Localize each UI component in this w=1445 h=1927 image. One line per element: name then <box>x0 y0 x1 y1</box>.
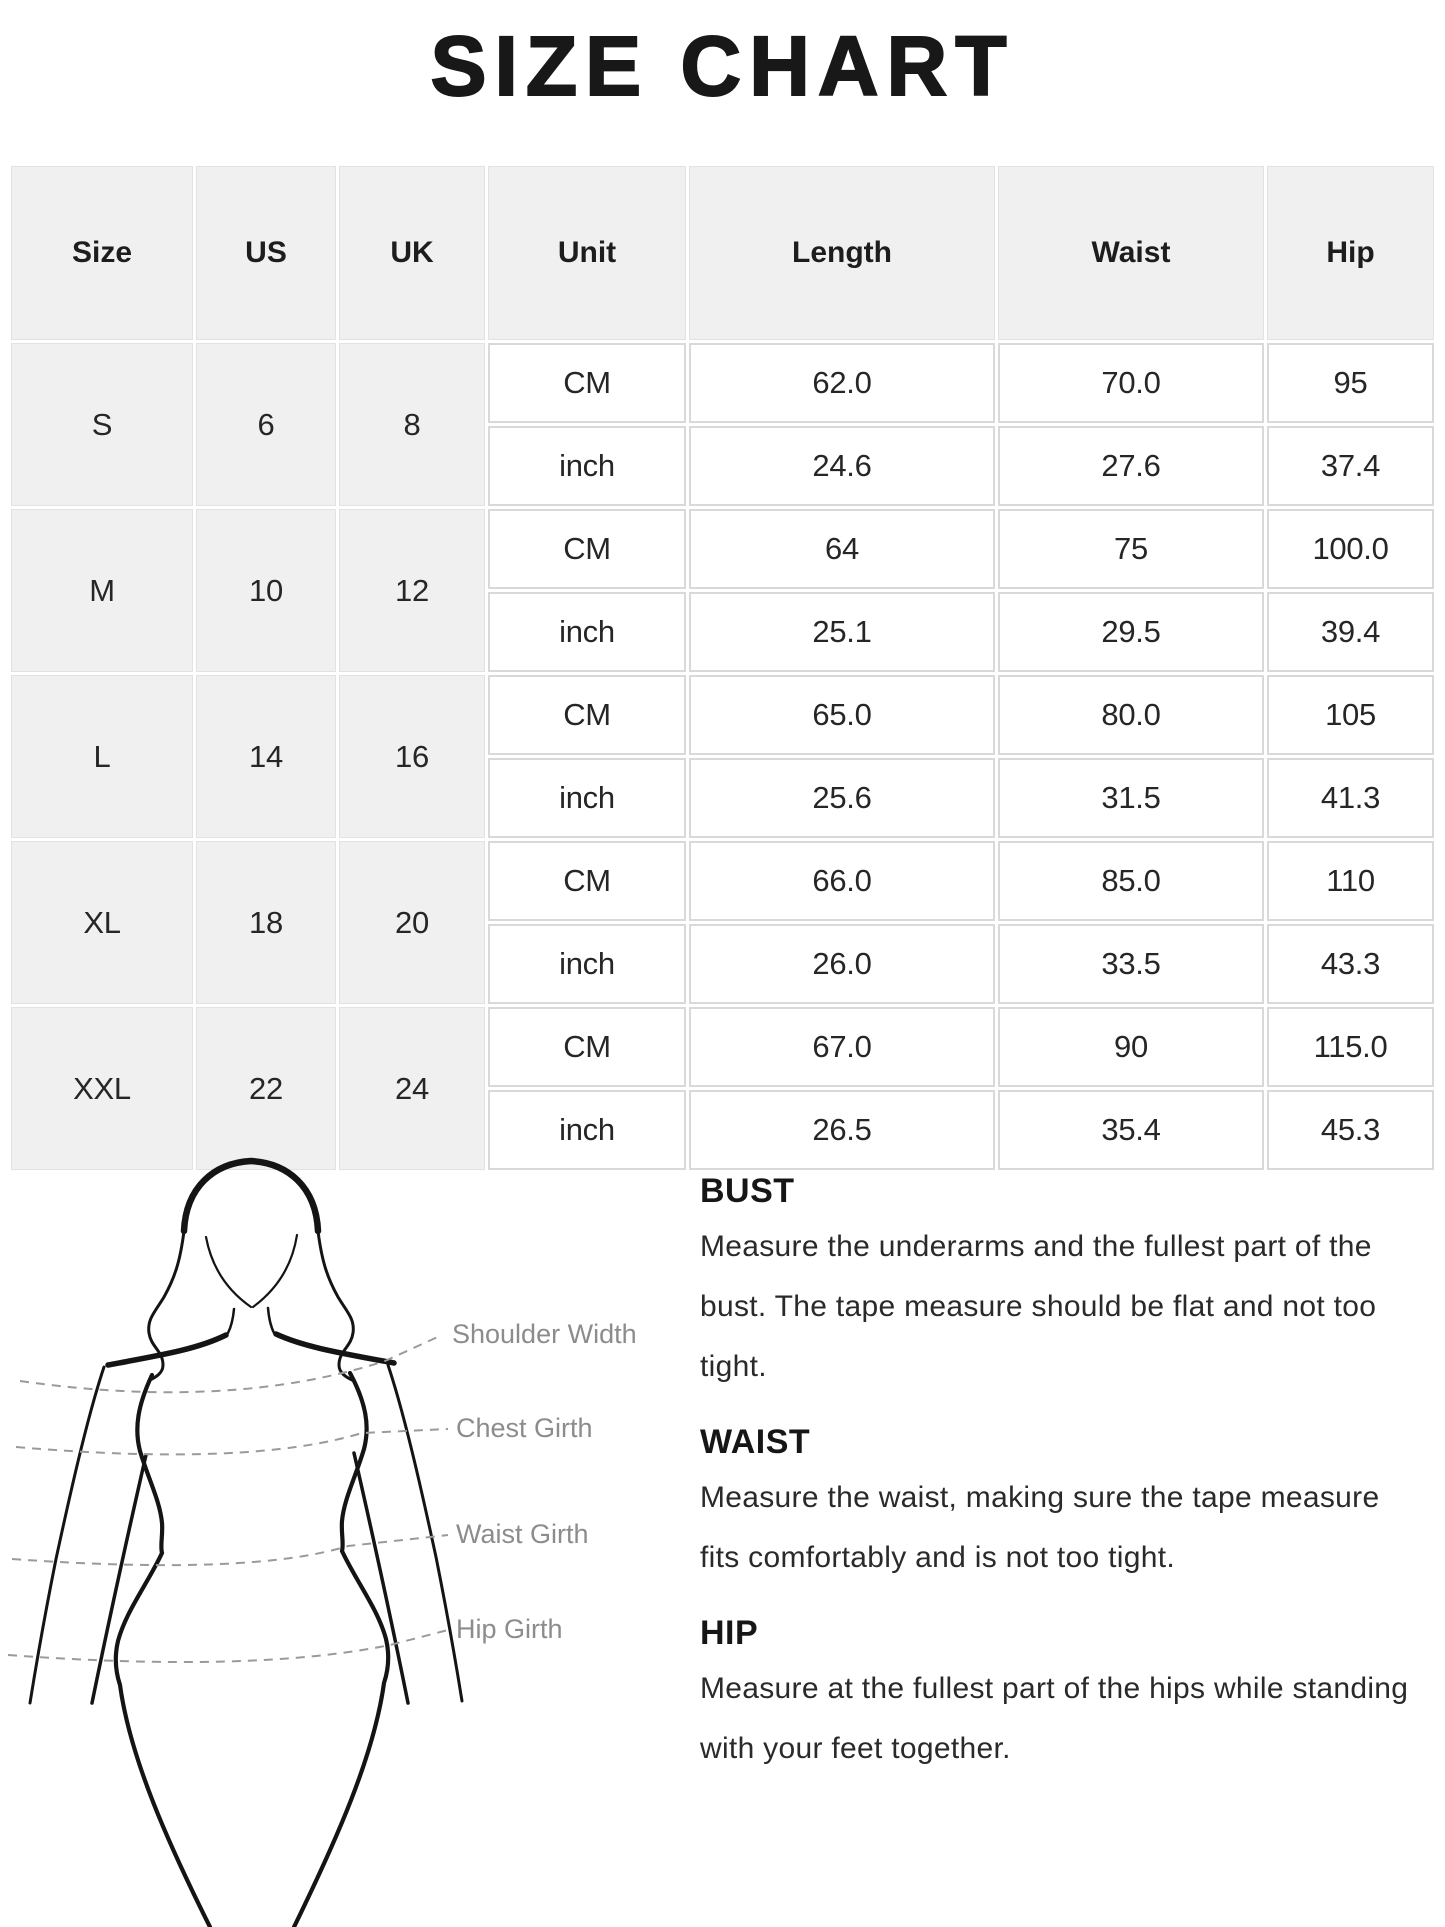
waist-value: 75 <box>998 509 1264 589</box>
us-cell: 22 <box>196 1007 336 1170</box>
length-value: 25.6 <box>689 758 995 838</box>
length-value: 62.0 <box>689 343 995 423</box>
us-cell: 10 <box>196 509 336 672</box>
shoulder-width-label: Shoulder Width <box>452 1319 637 1349</box>
figure-arm-right-inner <box>354 1453 408 1703</box>
unit-cell: inch <box>488 426 686 506</box>
uk-cell: 24 <box>339 1007 485 1170</box>
length-value: 67.0 <box>689 1007 995 1087</box>
waist-value: 90 <box>998 1007 1264 1087</box>
table-row <box>11 343 1434 423</box>
bust-heading: BUST <box>700 1172 795 1210</box>
uk-cell: 8 <box>339 343 485 506</box>
waist-girth-label: Waist Girth <box>456 1519 589 1549</box>
size-cell: S <box>11 343 193 506</box>
page-title: SIZE CHART <box>430 19 1015 113</box>
figure-shoulder-right <box>276 1334 394 1363</box>
waist-text: Measure the waist, making sure the tape measure fits comfortably and is not too tight. <box>700 1481 1380 1574</box>
waist-measure-line <box>12 1535 448 1565</box>
unit-cell: CM <box>488 1007 686 1087</box>
col-header-unit: Unit <box>488 166 686 340</box>
length-value: 26.5 <box>689 1090 995 1170</box>
hip-value: 45.3 <box>1267 1090 1434 1170</box>
waist-value: 29.5 <box>998 592 1264 672</box>
figure-torso-left <box>116 1375 210 1927</box>
hip-value: 115.0 <box>1267 1007 1434 1087</box>
hip-heading: HIP <box>700 1614 759 1652</box>
figure-torso-right <box>294 1373 388 1927</box>
waist-heading: WAIST <box>700 1423 811 1461</box>
waist-value: 31.5 <box>998 758 1264 838</box>
uk-cell: 12 <box>339 509 485 672</box>
length-value: 24.6 <box>689 426 995 506</box>
uk-cell: 20 <box>339 841 485 1004</box>
unit-cell: CM <box>488 509 686 589</box>
unit-cell: inch <box>488 1090 686 1170</box>
col-header-size: Size <box>11 166 193 340</box>
uk-cell: 16 <box>339 675 485 838</box>
hip-value: 37.4 <box>1267 426 1434 506</box>
table-row <box>11 509 1434 589</box>
size-cell: L <box>11 675 193 838</box>
hip-value: 43.3 <box>1267 924 1434 1004</box>
col-header-uk: UK <box>339 166 485 340</box>
waist-value: 27.6 <box>998 426 1264 506</box>
size-cell: M <box>11 509 193 672</box>
table-row <box>11 675 1434 755</box>
hip-value: 41.3 <box>1267 758 1434 838</box>
hip-value: 95 <box>1267 343 1434 423</box>
hip-value: 39.4 <box>1267 592 1434 672</box>
unit-cell: CM <box>488 343 686 423</box>
unit-cell: CM <box>488 841 686 921</box>
waist-value: 33.5 <box>998 924 1264 1004</box>
shoulder-measure-line <box>20 1335 442 1392</box>
figure-neck-left <box>228 1309 234 1333</box>
col-header-waist: Waist <box>998 166 1264 340</box>
bust-text: Measure the underarms and the fullest part of the bust. The tape measure should be flat and not too tight. <box>700 1230 1377 1383</box>
length-value: 26.0 <box>689 924 995 1004</box>
unit-cell: inch <box>488 924 686 1004</box>
waist-value: 80.0 <box>998 675 1264 755</box>
size-cell: XXL <box>11 1007 193 1170</box>
table-row <box>11 841 1434 921</box>
figure-face-right <box>253 1235 297 1307</box>
length-value: 64 <box>689 509 995 589</box>
unit-cell: CM <box>488 675 686 755</box>
figure-face-left <box>206 1237 251 1307</box>
figure-hair-right <box>318 1231 353 1380</box>
figure-hair-crown <box>184 1161 318 1231</box>
col-header-hip: Hip <box>1267 166 1434 340</box>
hip-text: Measure at the fullest part of the hips while standing with your feet together. <box>700 1672 1409 1765</box>
col-header-us: US <box>196 166 336 340</box>
hip-value: 100.0 <box>1267 509 1434 589</box>
hip-value: 110 <box>1267 841 1434 921</box>
body-measurement-diagram <box>0 1131 700 1927</box>
figure-neck-right <box>268 1308 274 1333</box>
us-cell: 14 <box>196 675 336 838</box>
figure-arm-left-outer <box>30 1367 104 1703</box>
length-value: 66.0 <box>689 841 995 921</box>
waist-value: 85.0 <box>998 841 1264 921</box>
hip-girth-label: Hip Girth <box>456 1614 563 1644</box>
table-header-row <box>11 166 1434 340</box>
figure-shoulder-left <box>108 1335 226 1365</box>
chest-girth-label: Chest Girth <box>456 1413 593 1443</box>
col-header-length: Length <box>689 166 995 340</box>
size-cell: XL <box>11 841 193 1004</box>
figure-arm-left-inner <box>92 1455 146 1703</box>
waist-value: 70.0 <box>998 343 1264 423</box>
measuring-guide <box>700 1172 1415 1779</box>
us-cell: 6 <box>196 343 336 506</box>
figure-arm-right-outer <box>388 1365 462 1701</box>
length-value: 65.0 <box>689 675 995 755</box>
size-chart-table <box>8 163 1437 1173</box>
hip-measure-line <box>8 1630 448 1662</box>
unit-cell: inch <box>488 592 686 672</box>
table-row <box>11 1007 1434 1087</box>
us-cell: 18 <box>196 841 336 1004</box>
waist-value: 35.4 <box>998 1090 1264 1170</box>
hip-value: 105 <box>1267 675 1434 755</box>
unit-cell: inch <box>488 758 686 838</box>
length-value: 25.1 <box>689 592 995 672</box>
